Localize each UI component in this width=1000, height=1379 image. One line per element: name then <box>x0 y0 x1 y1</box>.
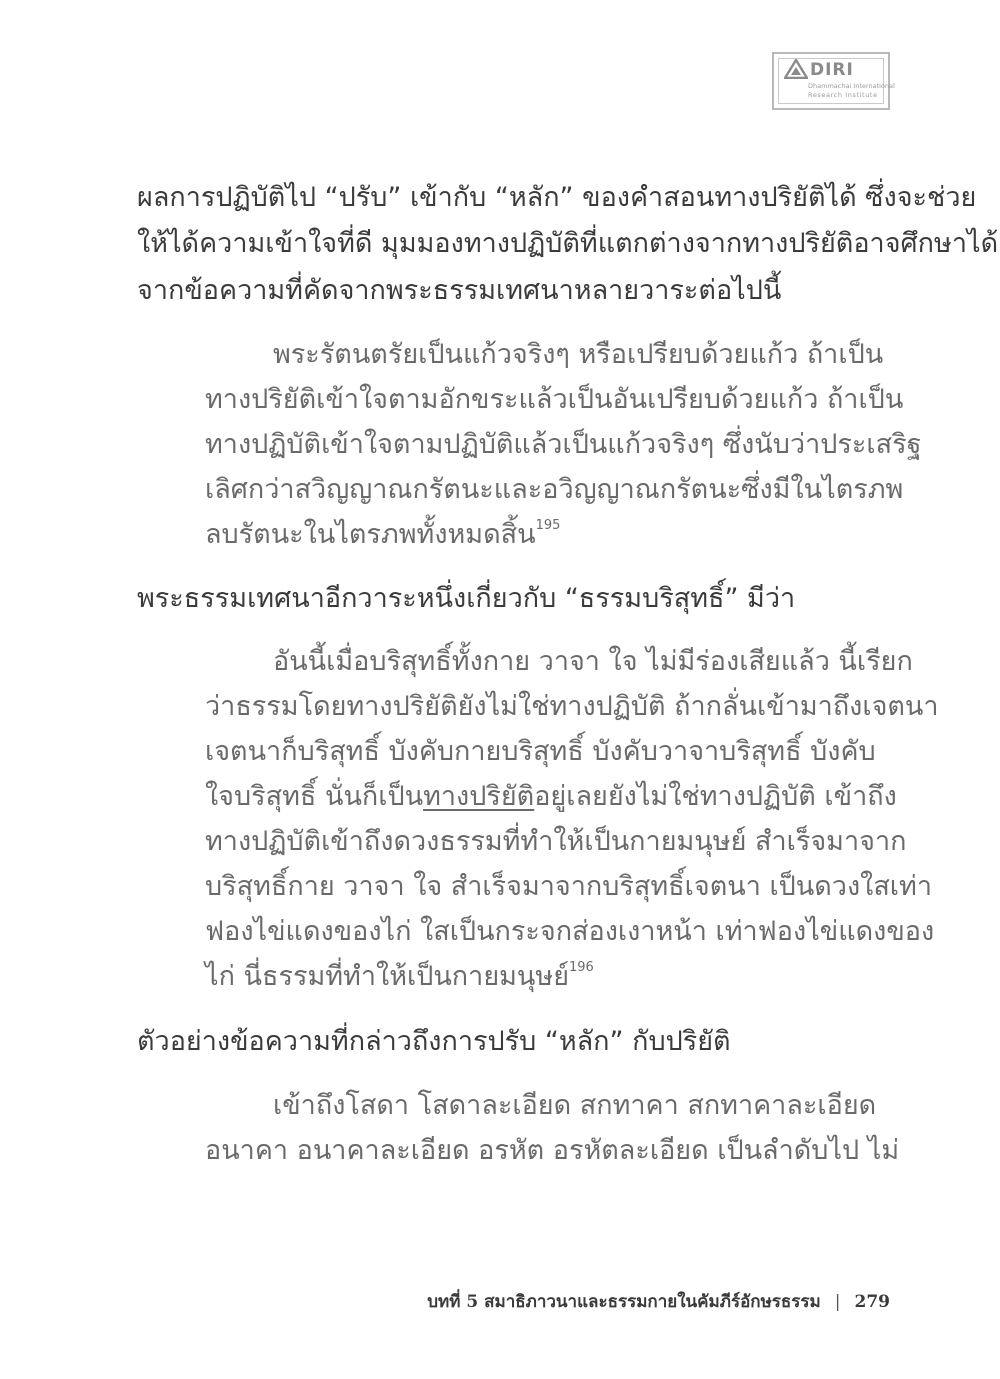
quote-2-line-4 <box>205 780 897 814</box>
underlined-term: ทางปริยัติ <box>423 781 535 812</box>
footnote-ref-196: 196 <box>569 960 594 975</box>
quote-3-line-2: อนาคา อนาคาละเอียด อรหัต อรหัตละเอียด เป็นลำดับไป ไม่ <box>205 1135 900 1166</box>
quote-2-line-8-text: ไก่ นี่ธรรมที่ทำให้เป็นกายมนุษย์ <box>205 961 570 992</box>
quote-2-line-6: บริสุทธิ์กาย วาจา ใจ สำเร็จมาจากบริสุทธิ์เจตนา เป็นดวงใสเท่า <box>205 871 932 902</box>
quote-1-line-3: ทางปฏิบัติเข้าใจตามปฏิบัติแล้วเป็นแก้วจริงๆ ซึ่งนับว่าประเสริฐ <box>205 429 922 460</box>
quote-2-line-3: เจตนาก็บริสุทธิ์ บังคับกายบริสุทธิ์ บังคับวาจาบริสุทธิ์ บังคับ <box>205 736 876 767</box>
quote-2-line-4-post: อยู่เลยยังไม่ใช่ทางปฏิบัติ เข้าถึง <box>534 781 897 812</box>
quote-2-line-1: อันนี้เมื่อบริสุทธิ์ทั้งกาย วาจา ใจ ไม่มีร่องเสียแล้ว นี้เรียก <box>273 646 913 677</box>
logo-subtitle-2: Research Institute <box>808 91 878 99</box>
diri-logo <box>772 52 895 110</box>
paragraph-3: ตัวอย่างข้อความที่กล่าวถึงการปรับ “หลัก” กับปริยัติ <box>137 1026 731 1057</box>
quote-1-line-2: ทางปริยัติเข้าใจตามอักขระแล้วเป็นอันเปรียบด้วยแก้ว ถ้าเป็น <box>205 384 904 415</box>
quote-1-line-4: เลิศกว่าสวิญญาณกรัตนะและอวิญญาณกรัตนะซึ่งมีในไตรภพ <box>205 474 904 505</box>
logo-wordmark: DIRI <box>810 60 854 80</box>
paragraph-1-line-1: ผลการปฏิบัติไป “ปรับ” เข้ากับ “หลัก” ของคำสอนทางปริยัติได้ ซึ่งจะช่วย <box>137 182 977 213</box>
quote-1-line-1: พระรัตนตรัยเป็นแก้วจริงๆ หรือเปรียบด้วยแก้ว ถ้าเป็น <box>273 339 884 370</box>
page-number: 279 <box>854 1292 890 1312</box>
quote-3-line-1: เข้าถึงโสดา โสดาละเอียด สกทาคา สกทาคาละเอียด <box>273 1090 877 1121</box>
quote-2-line-5: ทางปฏิบัติเข้าถึงดวงธรรมที่ทำให้เป็นกายมนุษย์ สำเร็จมาจาก <box>205 826 907 857</box>
quote-1-line-5-text: ลบรัตนะในไตรภพทั้งหมดสิ้น <box>205 519 536 550</box>
paragraph-1-line-2: ให้ได้ความเข้าใจที่ดี มุมมองทางปฏิบัติที่แตกต่างจากทางปริยัติอาจศึกษาได้ <box>137 228 999 259</box>
footnote-ref-195: 195 <box>535 518 561 533</box>
quote-2-line-7: ฟองไข่แดงของไก่ ใสเป็นกระจกส่องเงาหน้า เท่าฟองไข่แดงของ <box>205 916 935 947</box>
paragraph-1-line-3: จากข้อความที่คัดจากพระธรรมเทศนาหลายวาระต่อไปนี้ <box>137 275 782 306</box>
footer-separator: | <box>834 1292 841 1312</box>
quote-2-line-2: ว่าธรรมโดยทางปริยัติยังไม่ใช่ทางปฏิบัติ ถ้ากลั่นเข้ามาถึงเจตนา <box>205 691 939 722</box>
triangle-logo-icon <box>784 59 808 79</box>
paragraph-2: พระธรรมเทศนาอีกวาระหนึ่งเกี่ยวกับ “ธรรมบริสุทธิ์” มีว่า <box>137 583 796 614</box>
logo-subtitle-1: Dhammachai International <box>808 82 895 90</box>
quote-2-line-8 <box>205 960 594 994</box>
page-footer <box>400 1288 890 1315</box>
quote-1-line-5 <box>205 518 560 552</box>
chapter-title: บทที่ 5 สมาธิภาวนาและธรรมกายในคัมภีร์อักษรธรรม <box>427 1292 821 1312</box>
quote-2-line-4-pre: ใจบริสุทธิ์ นั่นก็เป็น <box>205 781 424 812</box>
